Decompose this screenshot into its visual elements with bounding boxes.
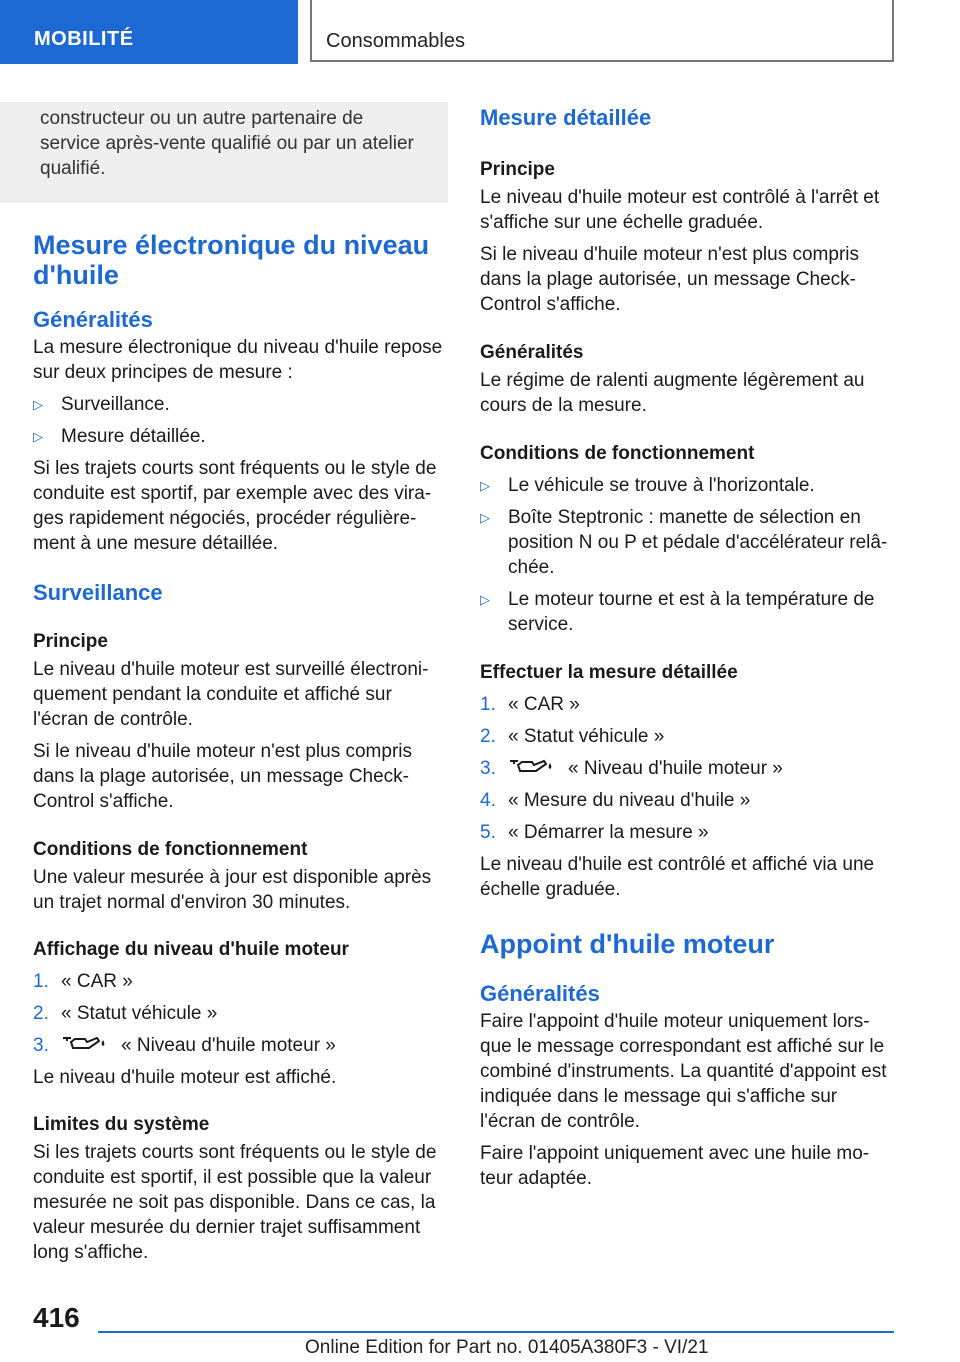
heading-generalites: Généralités [480,981,600,1006]
paragraph: Le niveau d'huile est contrôlé et affiché via une échelle graduée. [480,854,875,900]
heading-appoint: Appoint d'huile moteur [480,929,775,959]
subheading-affichage: Affichage du niveau d'huile moteur [33,939,349,960]
paragraph: Si les trajets courts sont fréquents ou le style de conduite est sportif, par exemple avec des vira- ges rapidement négociés, procéder régulière- ment à une mesure détaillée. [33,458,437,554]
subheading-effectuer: Effectuer la mesure détaillée [480,662,738,683]
paragraph: Le niveau d'huile moteur est affiché. [33,1067,337,1088]
step-number: 2. [480,726,496,747]
step-number: 4. [480,790,496,811]
step-text: « Niveau d'huile moteur » [121,1035,336,1056]
step-number: 3. [33,1035,49,1056]
list-item-text: Mesure détaillée. [61,426,206,447]
list-item [480,692,894,717]
section-label: MOBILITÉ [34,28,134,50]
step-text: « Statut véhicule » [508,726,665,747]
step-number: 1. [33,971,49,992]
list-item [480,505,894,580]
paragraph: Si le niveau d'huile moteur n'est plus compris dans la plage autorisée, un message Check- Control s'affiche. [33,741,412,812]
step-text: « CAR » [61,971,133,992]
heading-mesure-detaillee: Mesure détaillée [480,105,652,130]
paragraph: La mesure électronique du niveau d'huile repose sur deux principes de mesure : [33,337,443,383]
list-item [33,969,447,994]
chapter-label: Consommables [326,30,465,52]
list-item [480,820,894,845]
edition-text: Online Edition for Part no. 01405A380F3 - VI/21 [305,1337,709,1358]
list-item [480,788,894,813]
list-item [480,587,894,637]
step-text: « Statut véhicule » [61,1003,218,1024]
subheading-principe: Principe [33,631,108,652]
list-item [480,473,894,498]
paragraph: Si le niveau d'huile moteur n'est plus compris dans la plage autorisée, un message Check- Control s'affiche. [480,244,859,315]
step-number: 3. [480,758,496,779]
triangle-right-icon: ▷ [33,397,43,412]
step-text: « Mesure du niveau d'huile » [508,790,751,811]
right-column [480,102,894,1191]
list-item [33,1033,447,1058]
paragraph: Une valeur mesurée à jour est disponible après un trajet normal d'environ 30 minutes. [33,867,432,913]
chapter-tab [310,0,894,62]
subheading-conditions: Conditions de fonctionnement [480,443,755,464]
footer-divider [98,1331,894,1333]
paragraph: Le niveau d'huile moteur est surveillé électroni- quement pendant la conduite et affiché sur l'écran de contrôle. [33,659,429,730]
paragraph: Faire l'appoint uniquement avec une huile mo- teur adaptée. [480,1143,870,1189]
oil-can-icon [508,756,556,781]
list-item-text: Boîte Steptronic : manette de sélection en position N ou P et pédale d'accélérateur relâ- chée. [508,507,888,578]
step-number: 2. [33,1003,49,1024]
list-item [33,424,447,449]
subheading-generalites: Généralités [480,342,584,363]
step-text: « Démarrer la mesure » [508,822,709,843]
left-column [33,102,447,1265]
subheading-conditions: Conditions de fonctionnement [33,839,308,860]
paragraph: Si les trajets courts sont fréquents ou le style de conduite est sportif, il est possible que la valeur mesurée ne soit pas disponible. Dans ce cas, la valeur mesurée du dernier trajet suffisamment long s'affiche. [33,1142,437,1263]
heading-generalites: Généralités [33,307,153,332]
list-item-text: Le moteur tourne et est à la température de service. [508,589,875,635]
oil-can-icon [61,1033,109,1058]
list-item [33,1001,447,1026]
list-item-text: Le véhicule se trouve à l'horizontale. [508,475,815,496]
subheading-limites: Limites du système [33,1114,210,1135]
step-number: 5. [480,822,496,843]
triangle-right-icon: ▷ [480,478,490,493]
triangle-right-icon: ▷ [33,429,43,444]
list-item [33,392,447,417]
heading-electronic-measure: Mesure électronique du niveau d'huile [33,230,430,290]
paragraph: Le niveau d'huile moteur est contrôlé à l'arrêt et s'affiche sur une échelle graduée. [480,187,880,233]
list-item-text: Surveillance. [61,394,170,415]
step-text: « Niveau d'huile moteur » [568,758,783,779]
section-tab [0,0,298,64]
paragraph: Le régime de ralenti augmente légèrement au cours de la mesure. [480,370,865,416]
list-item [480,724,894,749]
paragraph: Faire l'appoint d'huile moteur uniquement lors- que le message correspondant est affiché sur le combiné d'instruments. La quantité d'appoint est indiquée dans le message qui s'affiche sur l'écran de contrôle. [480,1011,887,1132]
triangle-right-icon: ▷ [480,592,490,607]
subheading-principe: Principe [480,159,555,180]
page-number: 416 [33,1302,80,1333]
note-box [0,102,448,203]
step-text: « CAR » [508,694,580,715]
note-text: constructeur ou un autre partenaire de service après-vente qualifié ou par un atelier qualifié. [40,108,414,179]
list-item [480,756,894,781]
heading-surveillance: Surveillance [33,580,163,605]
step-number: 1. [480,694,496,715]
triangle-right-icon: ▷ [480,510,490,525]
